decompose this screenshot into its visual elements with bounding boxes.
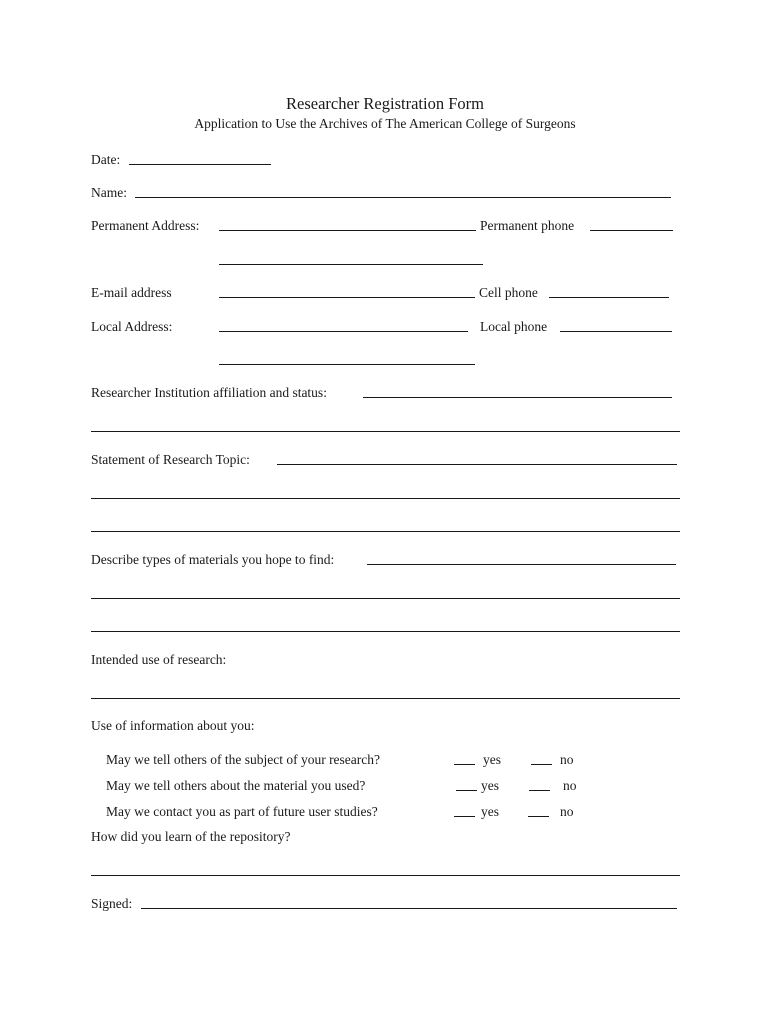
no-blank[interactable] — [528, 816, 549, 817]
no-label: no — [563, 778, 577, 793]
materials-field[interactable] — [367, 564, 676, 565]
yes-blank[interactable] — [454, 816, 475, 817]
permanent-phone-field[interactable] — [590, 230, 673, 231]
permanent-address-field-line2[interactable] — [219, 264, 483, 265]
form-title: Researcher Registration Form — [286, 94, 484, 113]
yes-label: yes — [483, 752, 501, 767]
cell-phone-label: Cell phone — [479, 285, 538, 300]
permanent-phone-label: Permanent phone — [480, 218, 575, 233]
research-topic-label: Statement of Research Topic: — [91, 452, 250, 467]
institution-field-line2[interactable] — [91, 431, 680, 432]
name-label: Name: — [91, 185, 127, 200]
repository-label: How did you learn of the repository? — [91, 829, 291, 844]
form-subtitle: Application to Use the Archives of The American College of Surgeons — [194, 116, 576, 131]
question-text: May we contact you as part of future user studies? — [106, 804, 378, 819]
local-address-field-line2[interactable] — [219, 364, 475, 365]
yes-label: yes — [481, 778, 499, 793]
intended-use-field[interactable] — [91, 698, 680, 699]
permanent-address-field[interactable] — [219, 230, 476, 231]
yes-label: yes — [481, 804, 499, 819]
local-phone-field[interactable] — [560, 331, 672, 332]
materials-field-line2[interactable] — [91, 598, 680, 599]
yes-blank[interactable] — [454, 764, 475, 765]
local-address-label: Local Address: — [91, 319, 173, 334]
signed-label: Signed: — [91, 896, 133, 911]
date-field[interactable] — [129, 164, 271, 165]
research-topic-field-line2[interactable] — [91, 498, 680, 499]
question-text: May we tell others of the subject of your research? — [106, 752, 381, 767]
materials-field-line3[interactable] — [91, 631, 680, 632]
research-topic-field-line3[interactable] — [91, 531, 680, 532]
info-use-label: Use of information about you: — [91, 718, 255, 733]
email-label: E-mail address — [91, 285, 172, 300]
local-address-field[interactable] — [219, 331, 468, 332]
yes-blank[interactable] — [456, 790, 477, 791]
name-field[interactable] — [135, 197, 671, 198]
question-text: May we tell others about the material you used? — [106, 778, 366, 793]
no-blank[interactable] — [529, 790, 550, 791]
signature-field[interactable] — [141, 908, 677, 909]
institution-label: Researcher Institution affiliation and status: — [91, 385, 327, 400]
research-topic-field[interactable] — [277, 464, 677, 465]
no-blank[interactable] — [531, 764, 552, 765]
permanent-address-label: Permanent Address: — [91, 218, 200, 233]
email-field[interactable] — [219, 297, 475, 298]
no-label: no — [560, 752, 574, 767]
repository-field[interactable] — [91, 875, 680, 876]
no-label: no — [560, 804, 574, 819]
institution-field[interactable] — [363, 397, 672, 398]
materials-label: Describe types of materials you hope to find: — [91, 552, 335, 567]
intended-use-label: Intended use of research: — [91, 652, 227, 667]
date-label: Date: — [91, 152, 121, 167]
cell-phone-field[interactable] — [549, 297, 669, 298]
local-phone-label: Local phone — [480, 319, 548, 334]
